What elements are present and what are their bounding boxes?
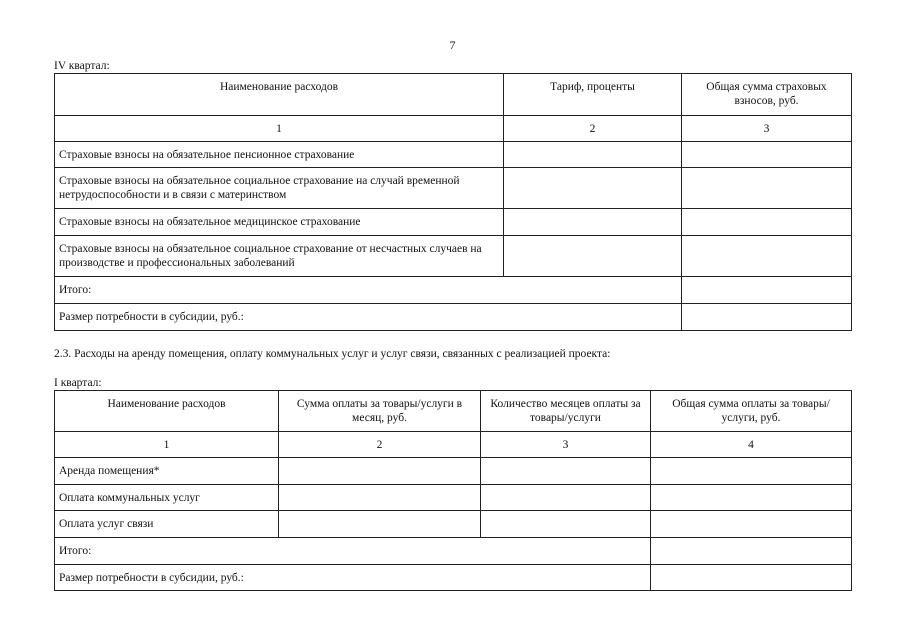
months-count-cell[interactable] (481, 485, 651, 511)
column-header: Сумма оплаты за товары/услуги в месяц, руб. (279, 391, 481, 432)
column-header: Тариф, проценты (504, 74, 682, 116)
tariff-cell[interactable] (504, 168, 682, 209)
expense-name-cell: Страховые взносы на обязательное социальное страхование на случай временной нетрудоспособности и в связи с материнством (55, 168, 504, 209)
expense-name-cell: Аренда помещения* (55, 458, 279, 485)
total-label: Итого: (55, 538, 651, 565)
months-count-cell[interactable] (481, 511, 651, 538)
column-number-row (55, 116, 852, 142)
subsidy-row (55, 565, 852, 591)
table-header-row (55, 74, 852, 116)
column-number: 2 (279, 432, 481, 458)
table-row (55, 511, 852, 538)
column-header: Наименование расходов (55, 391, 279, 432)
table-row (55, 142, 852, 168)
subsidy-amount-cell[interactable] (651, 565, 852, 591)
monthly-sum-cell[interactable] (279, 485, 481, 511)
section-heading: 2.3. Расходы на аренду помещения, оплату коммунальных услуг и услуг связи, связанных с реализацией проекта: (54, 348, 611, 360)
column-header: Наименование расходов (55, 74, 504, 116)
expense-name-cell: Страховые взносы на обязательное пенсионное страхование (55, 142, 504, 168)
total-amount-cell[interactable] (651, 538, 852, 565)
amount-cell[interactable] (682, 209, 852, 236)
table-row (55, 209, 852, 236)
expense-name-cell: Оплата коммунальных услуг (55, 485, 279, 511)
total-sum-cell[interactable] (651, 511, 852, 538)
expense-name-cell: Оплата услуг связи (55, 511, 279, 538)
column-header: Количество месяцев оплаты за товары/услуги (481, 391, 651, 432)
table-row (55, 458, 852, 485)
total-sum-cell[interactable] (651, 458, 852, 485)
table-row (55, 236, 852, 277)
subsidy-amount-cell[interactable] (682, 304, 852, 331)
tariff-cell[interactable] (504, 142, 682, 168)
tariff-cell[interactable] (504, 236, 682, 277)
subsidy-label: Размер потребности в субсидии, руб.: (55, 304, 682, 331)
total-row (55, 277, 852, 304)
total-sum-cell[interactable] (651, 485, 852, 511)
column-number: 2 (504, 116, 682, 142)
table-row (55, 485, 852, 511)
column-number-row (55, 432, 852, 458)
column-number: 3 (481, 432, 651, 458)
column-header: Общая сумма страховых взносов, руб. (682, 74, 852, 116)
total-amount-cell[interactable] (682, 277, 852, 304)
q4-insurance-table (54, 73, 852, 331)
q1-label: I квартал: (54, 377, 102, 389)
tariff-cell[interactable] (504, 209, 682, 236)
expense-name-cell: Страховые взносы на обязательное социальное страхование от несчастных случаев на производстве и профессиональных заболеваний (55, 236, 504, 277)
months-count-cell[interactable] (481, 458, 651, 485)
column-number: 1 (55, 116, 504, 142)
subsidy-label: Размер потребности в субсидии, руб.: (55, 565, 651, 591)
column-number: 4 (651, 432, 852, 458)
page-number: 7 (449, 38, 456, 52)
total-label: Итого: (55, 277, 682, 304)
q4-label: IV квартал: (54, 60, 110, 72)
q1-rent-utilities-table (54, 390, 852, 591)
total-row (55, 538, 852, 565)
amount-cell[interactable] (682, 142, 852, 168)
table-header-row (55, 391, 852, 432)
subsidy-row (55, 304, 852, 331)
monthly-sum-cell[interactable] (279, 511, 481, 538)
monthly-sum-cell[interactable] (279, 458, 481, 485)
column-number: 3 (682, 116, 852, 142)
amount-cell[interactable] (682, 236, 852, 277)
expense-name-cell: Страховые взносы на обязательное медицинское страхование (55, 209, 504, 236)
table-row (55, 168, 852, 209)
column-header: Общая сумма оплаты за товары/услуги, руб. (651, 391, 852, 432)
column-number: 1 (55, 432, 279, 458)
amount-cell[interactable] (682, 168, 852, 209)
